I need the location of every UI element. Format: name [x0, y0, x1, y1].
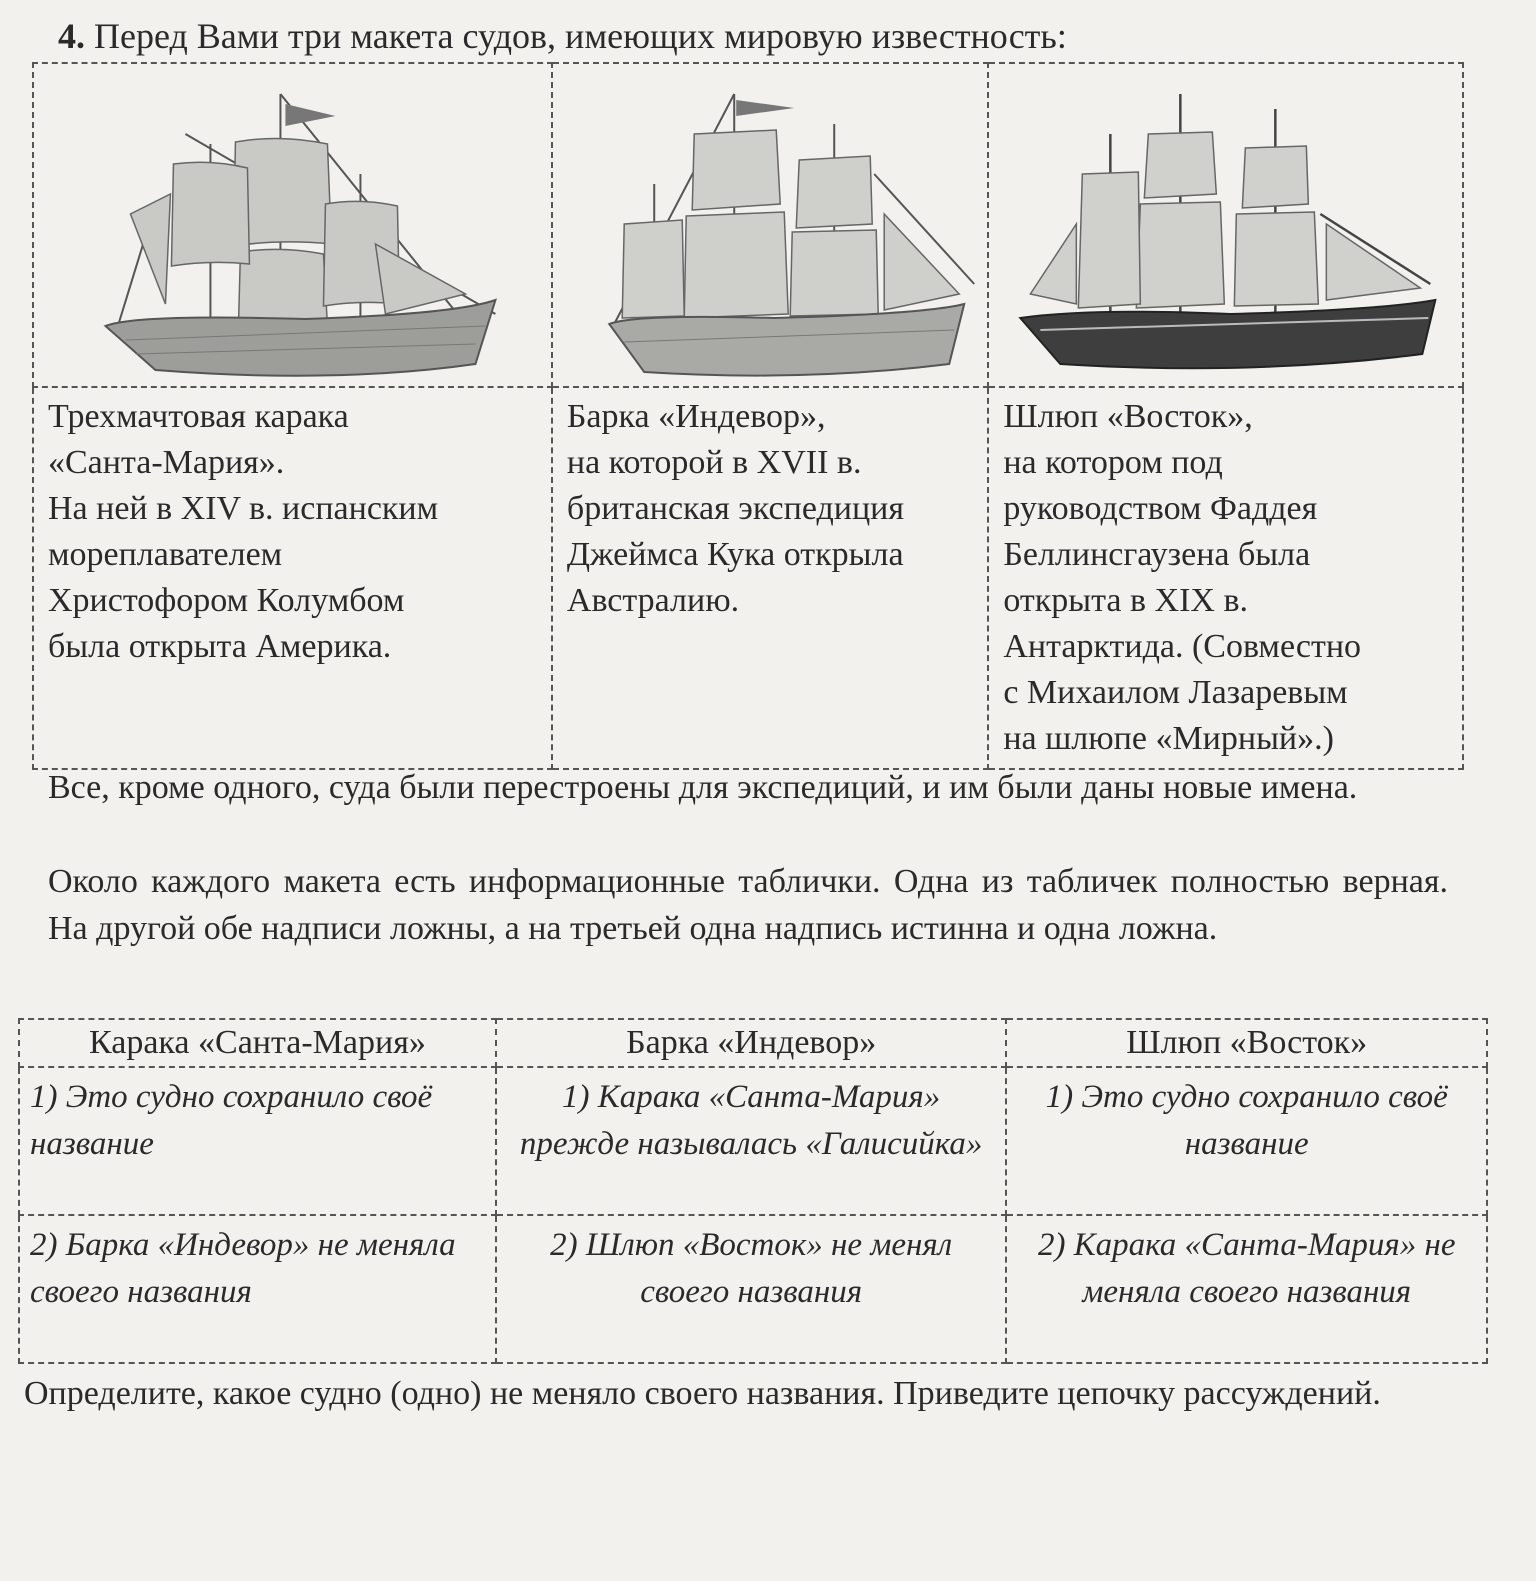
description-line: Беллинсгаузена была — [1003, 536, 1311, 573]
ship-description-vostok — [988, 387, 1463, 769]
ship-image-cell — [988, 63, 1463, 387]
sloop-ship-illustration — [989, 64, 1462, 386]
paragraph-signs: Около каждого макета есть информационные таблички. Одна из табличек полностью верная. На другой обе надписи ложны, а на третьей одна надпись истинна и одна ложна. — [48, 863, 1448, 947]
task-heading — [58, 14, 1067, 58]
description-line: Антарктида. (Совместно — [1003, 628, 1362, 665]
ships-table — [32, 62, 1464, 770]
sign-statement: 1) Это судно сохранило своё название — [19, 1067, 496, 1215]
description-line: с Михаилом Лазаревым — [1003, 674, 1348, 711]
description-line: Христофором Колумбом — [48, 582, 405, 619]
description-line: британская экспедиция — [566, 490, 904, 527]
ship-description-endeavour — [552, 387, 988, 769]
description-line: На ней в XIV в. испанским — [48, 490, 439, 527]
bark-ship-illustration — [553, 64, 987, 386]
description-line: мореплавателем — [48, 536, 283, 573]
task-title: Перед Вами три макета судов, имеющих мировую известность: — [94, 16, 1067, 56]
description-line: Трехмачтовая карака — [48, 398, 349, 435]
signs-header: Карака «Санта-Мария» — [19, 1019, 496, 1067]
description-line: была открыта Америка. — [48, 628, 392, 665]
description-line: на шлюпе «Мирный».) — [1003, 720, 1334, 757]
description-line: Джеймса Кука открыла — [566, 536, 904, 573]
ship-image-cell — [33, 63, 552, 387]
ship-image-cell — [552, 63, 988, 387]
sign-statement: 1) Это судно сохранило своё название — [1006, 1067, 1487, 1215]
sign-statement: 2) Карака «Санта-Мария» не меняла своего названия — [1006, 1215, 1487, 1363]
description-line: открыта в XIX в. — [1003, 582, 1249, 619]
description-line: Барка «Индевор», — [566, 398, 826, 435]
signs-table — [18, 1018, 1488, 1364]
description-line: на котором под — [1003, 444, 1223, 481]
sign-statement: 2) Шлюп «Восток» не менял своего названия — [496, 1215, 1007, 1363]
paragraph-renamed: Все, кроме одного, суда были перестроены для экспедиций, и им были даны новые имена. — [48, 769, 1358, 806]
description-line: на которой в XVII в. — [566, 444, 862, 481]
task-number: 4. — [58, 16, 85, 56]
caravel-ship-illustration — [34, 64, 551, 386]
ship-description-santa-maria — [33, 387, 552, 769]
description-line: «Санта-Мария». — [48, 444, 285, 481]
signs-header: Шлюп «Восток» — [1006, 1019, 1487, 1067]
paragraph-question: Определите, какое судно (одно) не меняло своего названия. Приведите цепочку рассуждений. — [24, 1375, 1381, 1412]
description-line: Австралию. — [566, 582, 740, 619]
description-line: руководством Фаддея — [1003, 490, 1318, 527]
signs-header: Барка «Индевор» — [496, 1019, 1007, 1067]
sign-statement: 2) Барка «Индевор» не меняла своего названия — [19, 1215, 496, 1363]
description-line: Шлюп «Восток», — [1003, 398, 1253, 435]
sign-statement: 1) Карака «Санта-Мария» прежде называлась «Галисийка» — [496, 1067, 1007, 1215]
